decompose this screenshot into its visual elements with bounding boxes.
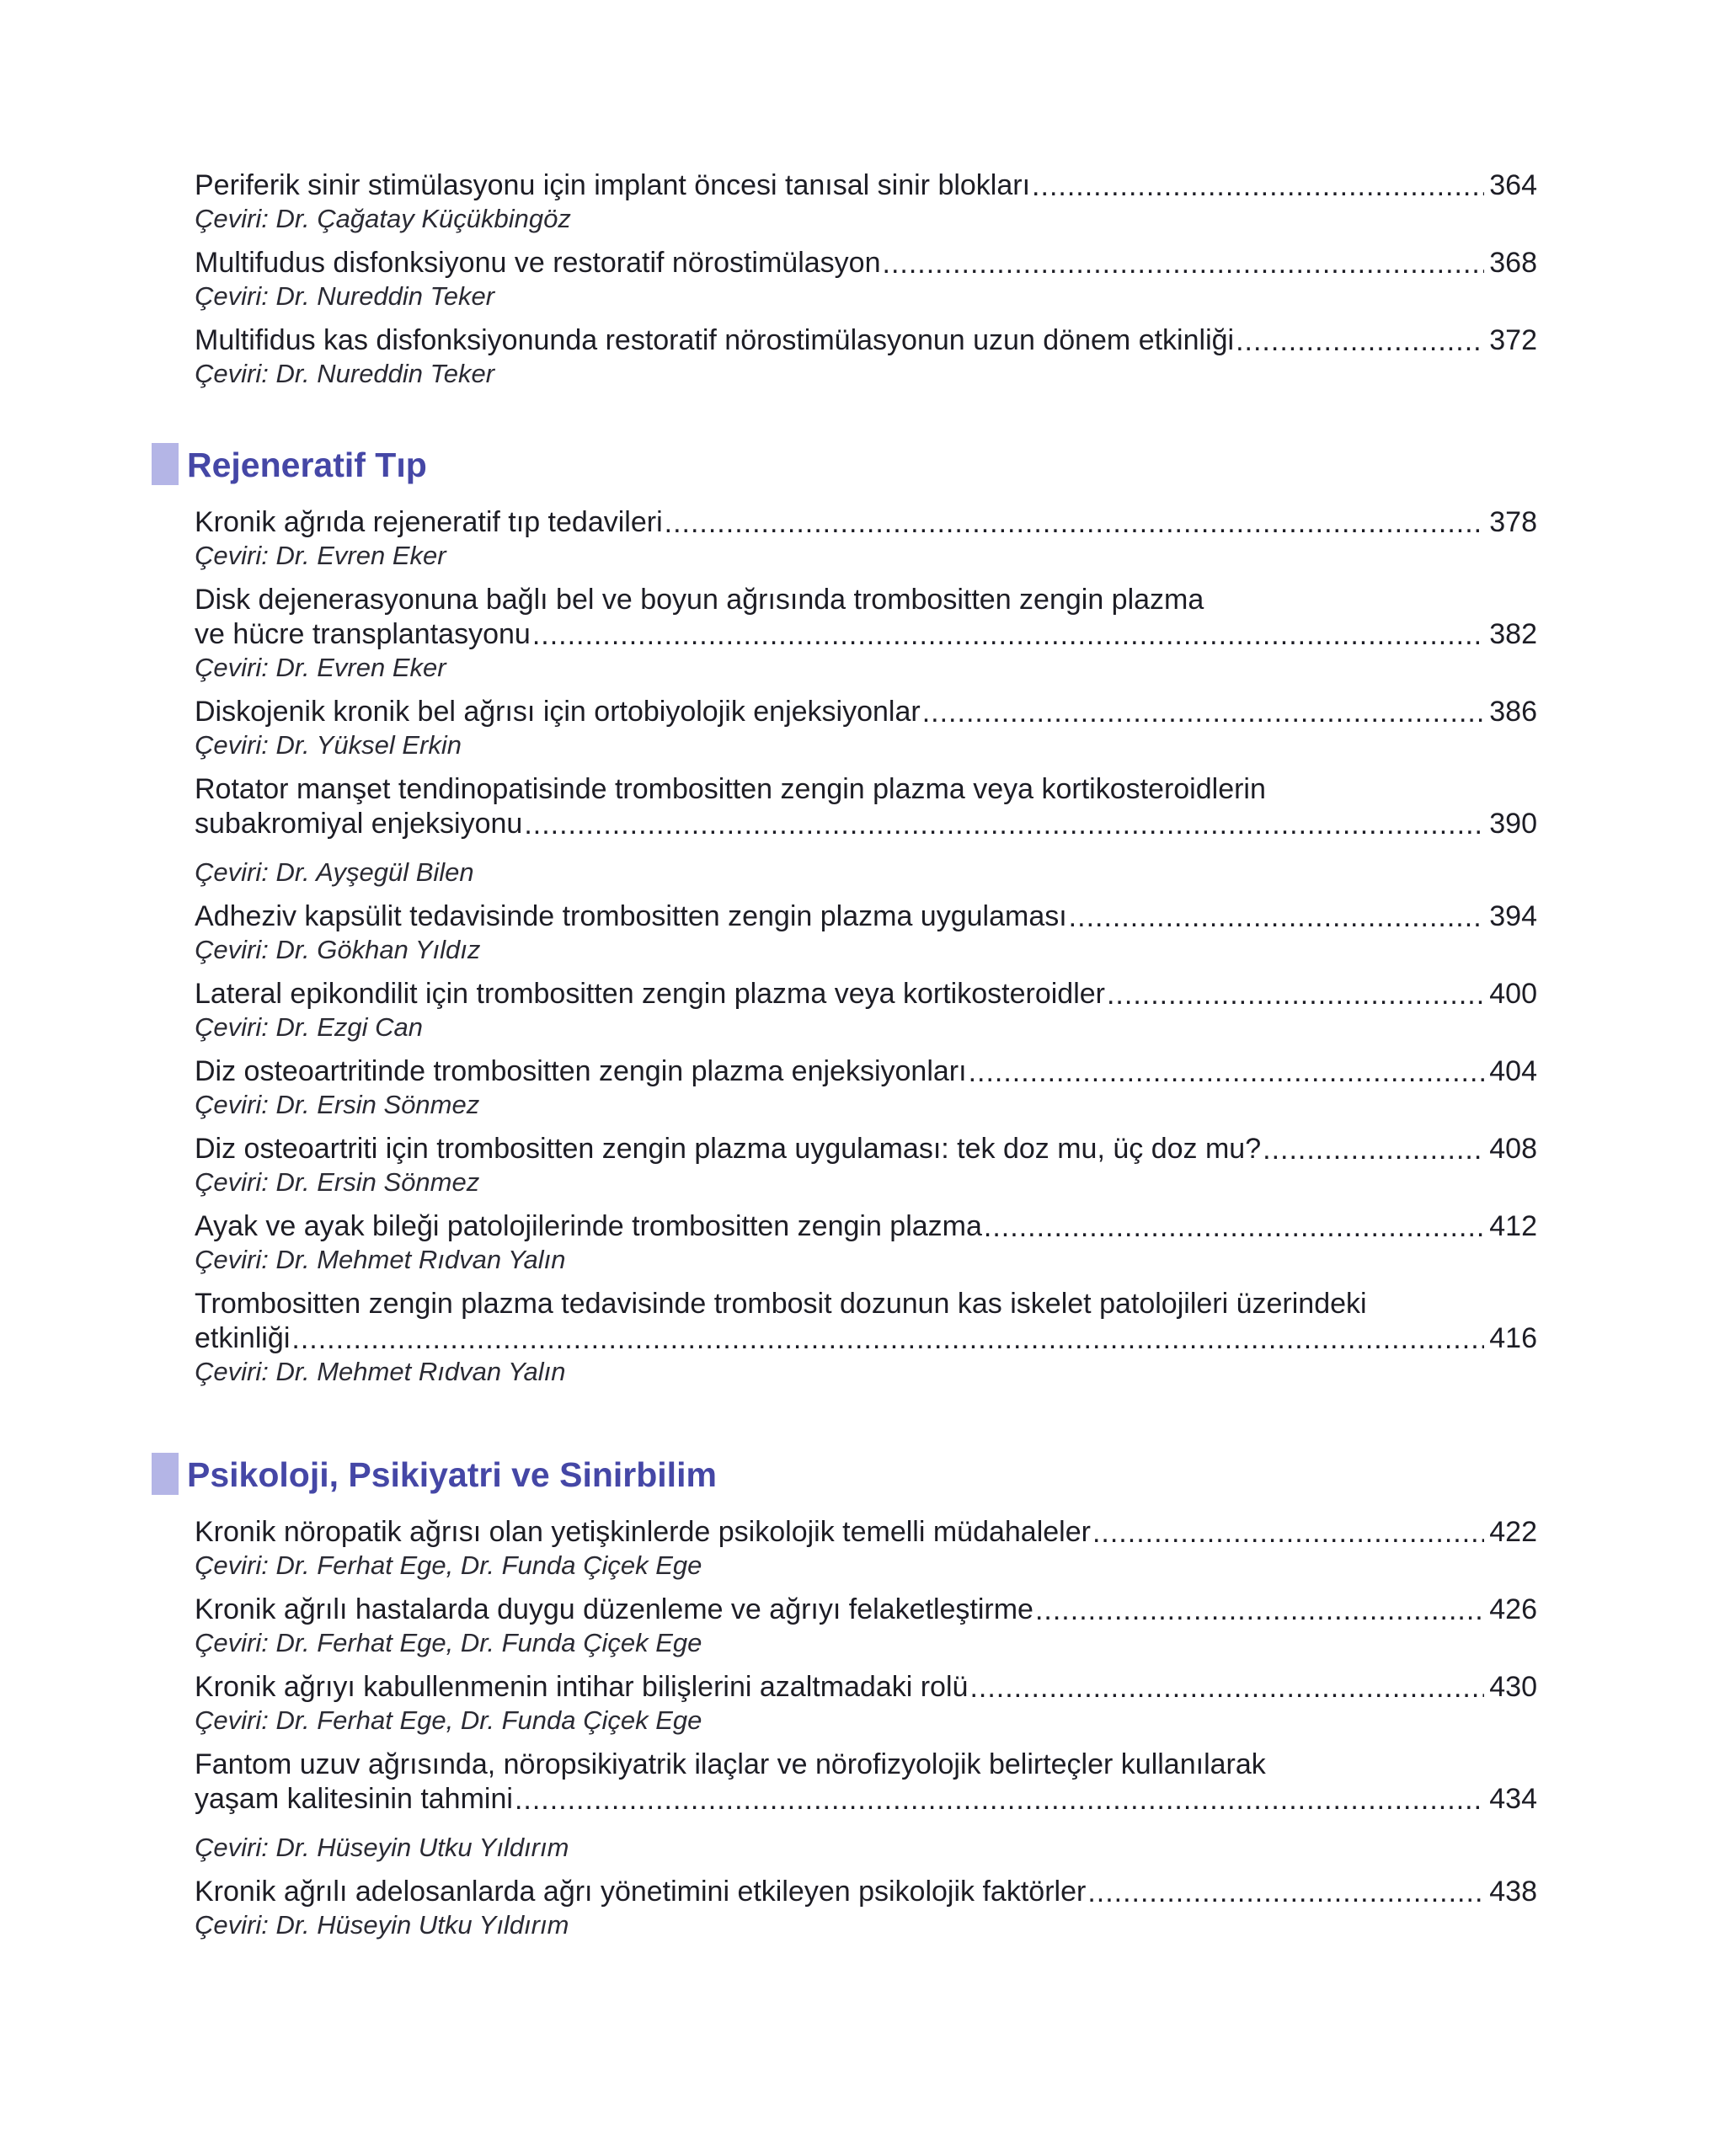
entry-title-text: ve hücre transplantasyonu ..... [195,618,532,650]
entry-title-text: Kronik ağrıyı kabullenmenin intihar bilişlerini azaltmadaki rolü ..... [195,1671,969,1703]
entry-title-line [195,695,1537,729]
entry-translator: Çeviri: Dr. Mehmet Rıdvan Yalın [195,1245,566,1274]
toc-entry[interactable] [195,1515,1537,1582]
entry-page-number: 438 [1484,1875,1537,1909]
entry-page-number: 416 [1484,1321,1537,1356]
entry-title-text: Fantom uzuv ağrısında, nöropsikiyatrik ilaçlar ve nörofizyolojik belirteçler kullanılarak [195,1748,1266,1780]
entry-title-text: Lateral epikondilit için trombositten zengin plazma veya kortikosteroidler ..... [195,978,1107,1010]
section-heading [152,440,1725,487]
entry-page-number: 430 [1484,1670,1537,1705]
entry-title-text: Kronik ağrılı hastalarda duygu düzenleme ve ağrıyı felaketleştirme ..... [195,1593,1035,1625]
entry-page-number: 394 [1484,899,1537,934]
entry-title-text: subakromiyal enjeksiyonu ..... [195,808,524,840]
toc-entry[interactable] [195,772,1537,889]
entry-translator: Çeviri: Dr. Ersin Sönmez [195,1090,480,1119]
entry-page-number: 400 [1484,977,1537,1011]
entry-title-text: Trombositten zengin plazma tedavisinde trombosit dozunun kas iskelet patolojileri üzerindeki [195,1288,1367,1320]
entry-title-line [195,323,1537,358]
entry-translator: Çeviri: Dr. Çağatay Küçükbingöz [195,204,571,233]
entry-title-line [195,1132,1537,1166]
entry-title-line [195,1515,1537,1550]
entry-title-text: Diz osteoartritinde trombositten zengin plazma enjeksiyonları ..... [195,1055,969,1087]
entry-title-line [195,1670,1537,1705]
toc-block-psikoloji [0,1449,1725,1952]
entry-title-text: Disk dejenerasyonuna bağlı bel ve boyun ağrısında trombositten zengin plazma [195,584,1204,616]
entry-title-text: Multifidus kas disfonksiyonunda restoratif nörostimülasyonun uzun dönem etkinliği ..... [195,324,1236,356]
entry-title-line [195,1209,1537,1244]
entry-title-text: Kronik nöropatik ağrısı olan yetişkinlerde psikolojik temelli müdahaleler ..... [195,1516,1092,1548]
toc-entry[interactable] [195,1875,1537,1941]
entry-translator: Çeviri: Dr. Ferhat Ege, Dr. Funda Çiçek Ege [195,1705,702,1735]
toc-entry[interactable] [195,583,1537,684]
toc-entry[interactable] [195,1593,1537,1659]
entry-title-line [195,772,1537,807]
toc-entry[interactable] [195,899,1537,966]
entry-title-line [195,1054,1537,1089]
entry-title-line [195,977,1537,1011]
entry-title-line [195,246,1537,280]
entry-page-number: 372 [1484,323,1537,358]
entry-title-text: Periferik sinir stimülasyonu için implant öncesi tanısal sinir blokları ..... [195,169,1032,201]
toc-entry[interactable] [195,977,1537,1043]
entry-title-line [195,807,1537,841]
entry-title-line [195,899,1537,934]
entry-title-line [195,583,1537,617]
entry-title-text: yaşam kalitesinin tahmini ..... [195,1783,515,1815]
section-marker-bar [152,1453,179,1495]
entry-page-number: 408 [1484,1132,1537,1166]
entry-title-line [195,1321,1537,1356]
toc-entry[interactable] [195,1748,1537,1864]
entry-translator: Çeviri: Dr. Hüseyin Utku Yıldırım [195,1833,569,1862]
entry-translator: Çeviri: Dr. Yüksel Erkin [195,730,462,760]
section-title: Rejeneratif Tıp [187,446,427,484]
entry-page-number: 378 [1484,505,1537,540]
entry-title-text: Multifudus disfonksiyonu ve restoratif nörostimülasyon ..... [195,247,883,279]
entry-title-text: Diz osteoartriti için trombositten zengin plazma uygulaması: tek doz mu, üç doz mu? ..... [195,1133,1263,1165]
toc-entry[interactable] [195,323,1537,390]
entry-title-line [195,1287,1537,1321]
entry-translator: Çeviri: Dr. Nureddin Teker [195,359,495,388]
toc-block-rejeneratif [0,440,1725,1399]
entry-title-text: Diskojenik kronik bel ağrısı için ortobiyolojik enjeksiyonlar ..... [195,696,922,728]
entry-title-line [195,1782,1537,1817]
entry-page-number: 434 [1484,1782,1537,1817]
entry-translator: Çeviri: Dr. Evren Eker [195,541,446,570]
entry-translator: Çeviri: Dr. Ezgi Can [195,1012,424,1042]
entry-translator: Çeviri: Dr. Mehmet Rıdvan Yalın [195,1357,566,1386]
entry-title-text: Rotator manşet tendinopatisinde trombositten zengin plazma veya kortikosteroidlerin [195,773,1266,805]
entry-page-number: 422 [1484,1515,1537,1550]
entry-translator: Çeviri: Dr. Nureddin Teker [195,281,495,311]
toc-entry[interactable] [195,168,1537,235]
entry-translator: Çeviri: Dr. Evren Eker [195,653,446,682]
entry-title-text: Kronik ağrılı adelosanlarda ağrı yönetimini etkileyen psikolojik faktörler ..... [195,1876,1087,1908]
entry-title-line [195,617,1537,652]
section-heading [152,1449,1725,1497]
entry-page-number: 382 [1484,617,1537,652]
entry-title-line [195,1593,1537,1627]
entry-page-number: 426 [1484,1593,1537,1627]
entry-page-number: 412 [1484,1209,1537,1244]
toc-entry[interactable] [195,1287,1537,1388]
entry-translator: Çeviri: Dr. Gökhan Yıldız [195,935,481,964]
entry-page-number: 386 [1484,695,1537,729]
entry-page-number: 368 [1484,246,1537,280]
entry-translator: Çeviri: Dr. Ferhat Ege, Dr. Funda Çiçek Ege [195,1628,702,1657]
entry-translator: Çeviri: Dr. Hüseyin Utku Yıldırım [195,1910,569,1940]
toc-entry[interactable] [195,1132,1537,1198]
section-title: Psikoloji, Psikiyatri ve Sinirbilim [187,1455,717,1494]
toc-entry[interactable] [195,1670,1537,1737]
section-marker-bar [152,443,179,485]
entry-translator: Çeviri: Dr. Ferhat Ege, Dr. Funda Çiçek Ege [195,1550,702,1580]
toc-entry[interactable] [195,1209,1537,1276]
toc-entry[interactable] [195,1054,1537,1121]
entry-title-text: Kronik ağrıda rejeneratif tıp tedavileri ..... [195,506,665,538]
entry-title-line [195,505,1537,540]
toc-entry[interactable] [195,505,1537,572]
entry-title-text: Ayak ve ayak bileği patolojilerinde trombositten zengin plazma ..... [195,1210,984,1242]
entry-page-number: 404 [1484,1054,1537,1089]
toc-entry[interactable] [195,695,1537,761]
entry-title-text: etkinliği ..... [195,1322,291,1354]
entry-page-number: 364 [1484,168,1537,203]
entry-title-line [195,168,1537,203]
entry-title-line [195,1875,1537,1909]
toc-entry[interactable] [195,246,1537,312]
entry-translator: Çeviri: Dr. Ayşegül Bilen [195,857,474,887]
entry-title-text: Adheziv kapsülit tedavisinde trombositten zengin plazma uygulaması ..... [195,900,1069,932]
toc-block-continued [0,168,1725,401]
entry-title-line [195,1748,1537,1782]
entry-translator: Çeviri: Dr. Ersin Sönmez [195,1167,480,1197]
entry-page-number: 390 [1484,807,1537,841]
